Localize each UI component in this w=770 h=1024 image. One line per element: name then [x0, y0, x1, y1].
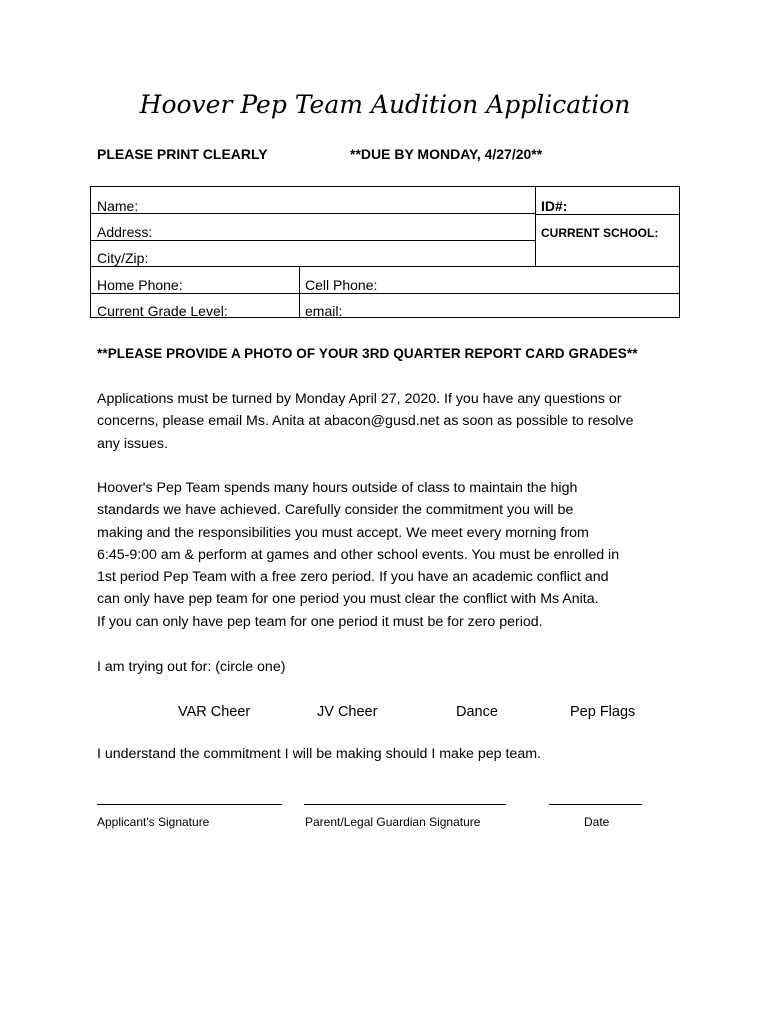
home-phone-field[interactable]: Home Phone: [97, 277, 183, 293]
paragraph-line: 1st period Pep Team with a free zero period. If you have an academic conflict and [97, 569, 609, 586]
date-label: Date [584, 815, 610, 829]
paragraph-line: If you can only have pep team for one period it must be for zero period. [97, 613, 543, 630]
paragraph-line: standards we have achieved. Carefully consider the commitment you will be [97, 502, 574, 519]
paragraph-line: Applications must be turned by Monday April 27, 2020. If you have any questions or [97, 391, 622, 407]
option-var-cheer[interactable]: VAR Cheer [178, 704, 251, 720]
tryout-prompt: I am trying out for: (circle one) [97, 659, 286, 675]
applicant-info-form [90, 186, 680, 318]
applicant-signature-line[interactable] [97, 804, 282, 805]
paragraph-line: can only have pep team for one period you must clear the conflict with Ms Anita. [97, 591, 599, 608]
due-date-note: **DUE BY MONDAY, 4/27/20** [350, 146, 543, 162]
paragraph-line: 6:45-9:00 am & perform at games and other school events. You must be enrolled in [97, 546, 620, 563]
option-dance[interactable]: Dance [456, 704, 498, 720]
cell-phone-field[interactable]: Cell Phone: [305, 277, 378, 293]
current-school-field[interactable]: CURRENT SCHOOL: [541, 226, 659, 240]
address-field[interactable]: Address: [97, 224, 153, 240]
option-pep-flags[interactable]: Pep Flags [570, 704, 636, 720]
paragraph-line: any issues. [97, 435, 168, 452]
commitment-paragraph [97, 477, 687, 633]
applicant-signature-label: Applicant's Signature [97, 815, 210, 829]
report-card-notice: **PLEASE PROVIDE A PHOTO OF YOUR 3RD QUARTER REPORT CARD GRADES** [97, 346, 638, 361]
paragraph-line: concerns, please email Ms. Anita at abacon@gusd.net as soon as possible to resolve [97, 413, 634, 430]
option-jv-cheer[interactable]: JV Cheer [317, 704, 378, 720]
id-field[interactable]: ID#: [541, 198, 568, 214]
paragraph-line: Hoover's Pep Team spends many hours outside of class to maintain the high [97, 480, 578, 496]
parent-signature-label: Parent/Legal Guardian Signature [305, 815, 481, 829]
deadline-paragraph [97, 388, 687, 455]
city-zip-field[interactable]: City/Zip: [97, 250, 149, 266]
date-line[interactable] [549, 804, 642, 805]
parent-signature-line[interactable] [304, 804, 506, 805]
commitment-statement: I understand the commitment I will be making should I make pep team. [97, 746, 541, 762]
grade-level-field[interactable]: Current Grade Level: [97, 303, 228, 319]
name-field[interactable]: Name: [97, 198, 139, 214]
page-title: Hoover Pep Team Audition Application [139, 90, 631, 119]
print-clearly-note: PLEASE PRINT CLEARLY [97, 146, 268, 162]
email-field[interactable]: email: [305, 303, 343, 319]
paragraph-line: making and the responsibilities you must accept. We meet every morning from [97, 524, 589, 541]
